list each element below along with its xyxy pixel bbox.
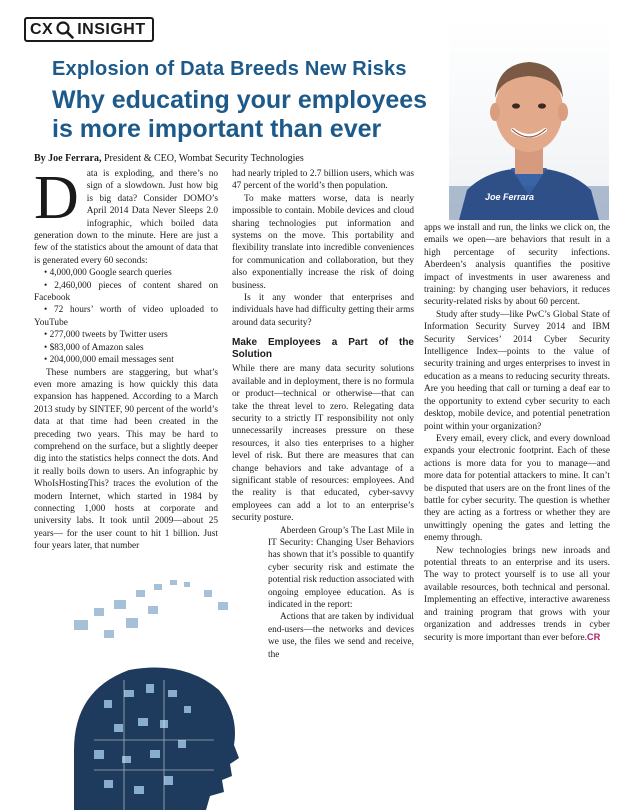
article-headline: Why educating your employees is more important than ever	[52, 86, 428, 143]
author-portrait-image	[449, 18, 609, 220]
cx-insight-logo	[24, 17, 154, 42]
list-item: • 72 hours’ worth of video uploaded to YouTube	[34, 305, 218, 328]
author-photo	[449, 18, 609, 220]
body-paragraph: had nearly tripled to 2.7 billion users, which was 47 percent of the world’s then population.	[232, 169, 414, 192]
intro-text: ata is exploding, and there’s no sign of a slowdown. Just how big is big data? Consider DOMO’s April 2014 Data Never Sleeps 2.0 infographic, which boiled data generation down to the minute. Here are just a few of the statistics about the amount of data that is generated every 60 seconds:	[34, 169, 218, 266]
article-kicker: Explosion of Data Breeds New Risks	[52, 58, 407, 80]
list-item: • 4,000,000 Google search queries	[44, 268, 172, 279]
byline	[34, 153, 434, 164]
body-paragraph: Actions that are taken by individual end-users—the networks and devices we use, the files we send and receive, the	[268, 612, 414, 660]
photo-caption: Joe Ferrara	[485, 192, 535, 202]
body-paragraph: Aberdeen Group’s The Last Mile in IT Security: Changing User Behaviors has shown that it’s possible to quantify cyber security risk and estimate the potential risk reduction associated with ongoing employee education. As is indicated in the report:	[268, 525, 414, 610]
list-item: • $83,000 of Amazon sales	[44, 342, 144, 353]
section-subhead: Make Employees a Part of the Solution	[232, 337, 414, 361]
intro-paragraph	[34, 164, 218, 267]
byline-author: By Joe Ferrara,	[34, 153, 102, 164]
body-paragraph: Every email, every click, and every download expands your electronic footprint. Each of these actions is more data for you to manage—and more data for potential attackers to mine. It can’t be disputed that users are on the front lines of the battle for cyber security. The question is whether they are acting as a fortress or whether they are unwittingly opening the gates and letting the enemy through.	[424, 433, 610, 544]
article-column-2	[232, 168, 414, 665]
illustration-wrap-space	[232, 525, 268, 665]
logo-text-cx: CX	[30, 20, 54, 38]
body-paragraph: apps we install and run, the links we click on, the emails we open—are behaviors that result in a high percentage of security infections. Aberdeen’s analysis quantifies the positive impact of investments in user awareness and training: by changing user behaviors, it reduces security-related risks by about 60 percent.	[424, 223, 610, 308]
body-paragraph: To make matters worse, data is nearly impossible to contain. Mobile devices and cloud sharing technologies put information and systems on the move. This portability and flexibility translate into incredible conveniences for communication and collaboration, but they also exponentially increase the risk of doing business.	[232, 193, 414, 291]
list-item: • 204,000,000 email messages sent	[44, 355, 174, 366]
article-column-1	[34, 164, 218, 553]
logo-text-insight: INSIGHT	[77, 20, 146, 38]
list-item: • 2,460,000 pieces of content shared on Facebook	[34, 280, 218, 304]
data-head-illustration	[34, 580, 264, 810]
stats-list	[34, 267, 218, 366]
article-column-3	[424, 222, 610, 645]
byline-role: President & CEO, Wombat Security Technologies	[103, 153, 304, 164]
list-item: • 277,000 tweets by Twitter users	[44, 330, 168, 341]
body-paragraph: Study after study—like PwC’s Global State of Information Security Survey 2014 and IBM Security Services’ 2014 Cyber Security Intelligence Index—points to the value of security training and urges enterprises to invest in education as a means to reducing security threats. Are you heeding that call or turning a deaf ear to the opportunity to extend cyber security to each desktop, mobile device, and potential penetration point within your organization?	[424, 309, 610, 432]
end-mark: CR	[586, 632, 601, 643]
body-paragraph: These numbers are staggering, but what’s even more amazing is how quickly this data expansion has happened. According to a March 2013 study by SINTEF, 90 percent of the world’s data at that time had been created in the preceding two years. This may be hard to comprehend on the surface, but a slightly deeper dig into the statistics helps connect the dots. And it really boils down to users. An infographic by WhoIsHostingThis? traces the evolution of the modern Internet, which started in 1984 by connecting 1,000 hosts at corporate and university labs. It took until 2009—about 25 years— for the user count to hit 1 billion. Just four years later, that number	[34, 367, 218, 552]
magnifier-icon	[55, 20, 75, 40]
body-paragraph: While there are many data security solutions available and in deployment, there is no formula or product—technical or otherwise—that can take the threat level to zero. Relegating data security to a strictly IT responsibility not only unnecessarily increases pressure on these resources, it also ties enterprises to a higher level of risk. But there are measures that can change behaviors and take advantage of a significant stable of resources: employees. And the reality is that educated, cyber-savvy employees can add a lot to an enterprise’s security posture.	[232, 364, 414, 524]
body-paragraph	[424, 545, 610, 645]
closing-text: New technologies brings new inroads and potential threats to an enterprise and its users. The way to protect yourself is to use all your available resources, both technical and personal. Implementing an effective, interactive awareness and training program that grows with your organization and addresses trends in cyber security is more important than ever before.	[424, 545, 610, 644]
drop-cap: D	[34, 164, 79, 232]
body-paragraph: Is it any wonder that enterprises and individuals have had difficulty getting their arms around data security?	[232, 293, 414, 328]
